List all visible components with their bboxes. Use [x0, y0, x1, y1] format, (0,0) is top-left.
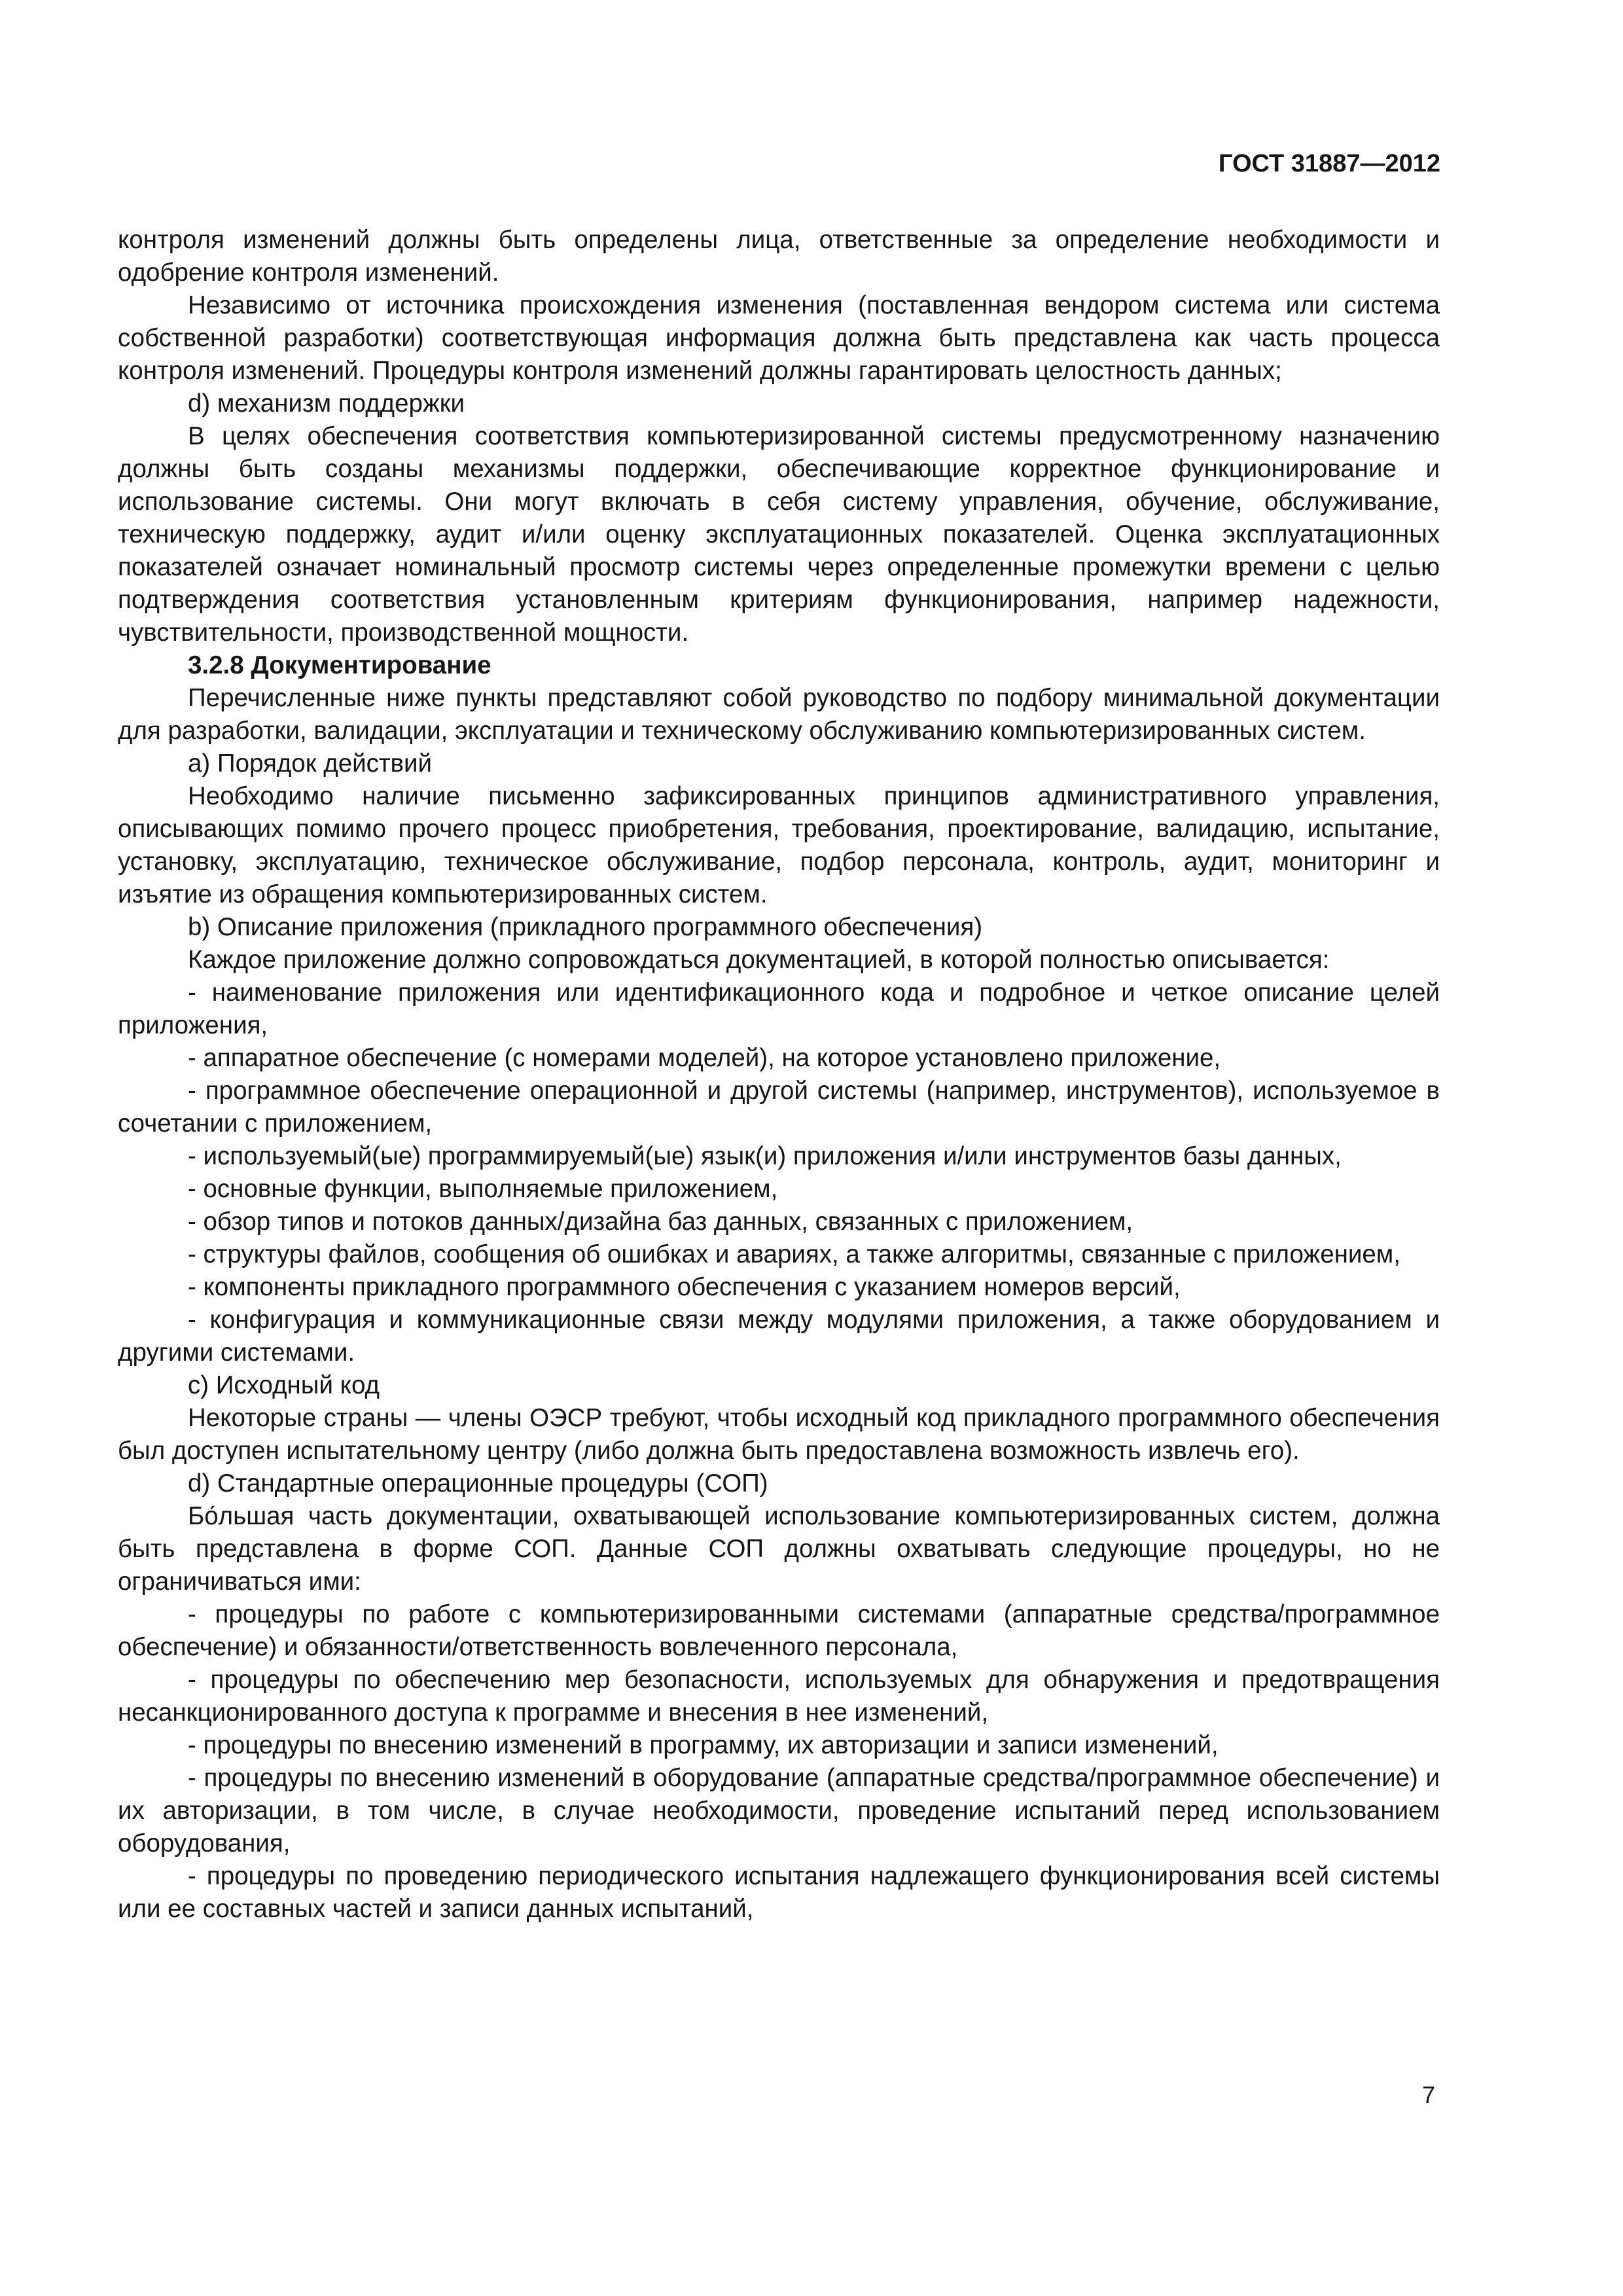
paragraph-d-text: Бо́льшая часть документации, охватывающей использование компьютеризированных систем, должна быть представлена в форме СОП. Данные СОП должны охватывать следующие процедуры, но не ограничиваться ими:: [118, 1502, 1440, 1596]
page-number: 7: [1421, 2081, 1435, 2108]
paragraph-a-text: Необходимо наличие письменно зафиксированных принципов административного управления, описывающих помимо прочего процесс приобретения, требования, проектирование, валидацию, испытание, установку, эксплуатацию, техническое обслуживание, подбор персонала, контроль, аудит, мониторинг и изъятие из обращения компьютеризированных систем.: [118, 782, 1440, 908]
dash-item: - процедуры по проведению периодического испытания надлежащего функционирования всей системы или ее составных частей и записи данных испытаний,: [118, 1862, 1440, 1923]
section-heading-3-2-8: 3.2.8 Документирование: [188, 651, 491, 679]
paragraph-change-source: Независимо от источника происхождения изменения (поставленная вендором система или система собственной разработки) соответствующая информация должна быть представлена как часть процесса контроля изменений. Процедуры контроля изменений должны гарантировать целостность данных;: [118, 291, 1440, 385]
standard-code: ГОСТ 31887—2012: [1218, 150, 1440, 177]
dash-item: - наименование приложения или идентификационного кода и подробное и четкое описание целей приложения,: [118, 978, 1440, 1039]
dash-item: - процедуры по работе с компьютеризированными системами (аппаратные средства/программное обеспечение) и обязанности/ответственность вовлеченного персонала,: [118, 1600, 1440, 1661]
document-body: [118, 224, 1440, 1926]
paragraph-documentation-intro: Перечисленные ниже пункты представляют собой руководство по подбору минимальной документации для разработки, валидации, эксплуатации и техническому обслуживанию компьютеризированных систем.: [118, 684, 1440, 745]
dash-item: - программное обеспечение операционной и другой системы (например, инструментов), используемое в сочетании с приложением,: [118, 1077, 1440, 1138]
list-item-d-support: d) механизм поддержки: [188, 389, 465, 418]
list-item-b-application: b) Описание приложения (прикладного программного обеспечения): [188, 913, 983, 941]
dash-item: - процедуры по обеспечению мер безопасности, используемых для обнаружения и предотвращения несанкционированного доступа к программе и внесения в нее изменений,: [118, 1666, 1440, 1727]
dash-item: - аппаратное обеспечение (с номерами моделей), на которое установлено приложение,: [188, 1044, 1221, 1072]
list-item-d-sop: d) Стандартные операционные процедуры (СОП): [188, 1469, 768, 1498]
dash-item: - конфигурация и коммуникационные связи между модулями приложения, а также оборудованием и другими системами.: [118, 1306, 1440, 1367]
dash-item: - основные функции, выполняемые приложением,: [188, 1175, 778, 1203]
paragraph-change-control-continuation: контроля изменений должны быть определены лица, ответственные за определение необходимости и одобрение контроля изменений.: [118, 226, 1440, 287]
dash-item: - используемый(ые) программируемый(ые) язык(и) приложения и/или инструментов базы данных,: [188, 1142, 1342, 1170]
paragraph-c-text: Некоторые страны — члены ОЭСР требуют, чтобы исходный код прикладного программного обеспечения был доступен испытательному центру (либо должна быть предоставлена возможность извлечь его).: [118, 1404, 1440, 1465]
paragraph-support: В целях обеспечения соответствия компьютеризированной системы предусмотренному назначению должны быть созданы механизмы поддержки, обеспечивающие корректное функционирование и использование системы. Они могут включать в себя систему управления, обучение, обслуживание, техническую поддержку, аудит и/или оценку эксплуатационных показателей. Оценка эксплуатационных показателей означает номинальный просмотр системы через определенные промежутки времени с целью подтверждения соответствия установленным критериям функционирования, например надежности, чувствительности, производственной мощности.: [118, 422, 1440, 647]
list-item-c-source-code: c) Исходный код: [188, 1371, 380, 1399]
paragraph-b-intro: Каждое приложение должно сопровождаться документацией, в которой полностью описывается:: [188, 946, 1330, 974]
dash-item: - процедуры по внесению изменений в оборудование (аппаратные средства/программное обеспечение) и их авторизации, в том числе, в случае необходимости, проведение испытаний перед использованием оборудования,: [118, 1764, 1440, 1857]
list-item-a-procedures: a) Порядок действий: [188, 749, 432, 778]
dash-item: - обзор типов и потоков данных/дизайна баз данных, связанных с приложением,: [188, 1208, 1133, 1236]
dash-item: - компоненты прикладного программного обеспечения с указанием номеров версий,: [188, 1273, 1181, 1301]
dash-item: - процедуры по внесению изменений в программу, их авторизации и записи изменений,: [188, 1731, 1219, 1759]
dash-item: - структуры файлов, сообщения об ошибках и авариях, а также алгоритмы, связанные с приложением,: [188, 1240, 1400, 1268]
